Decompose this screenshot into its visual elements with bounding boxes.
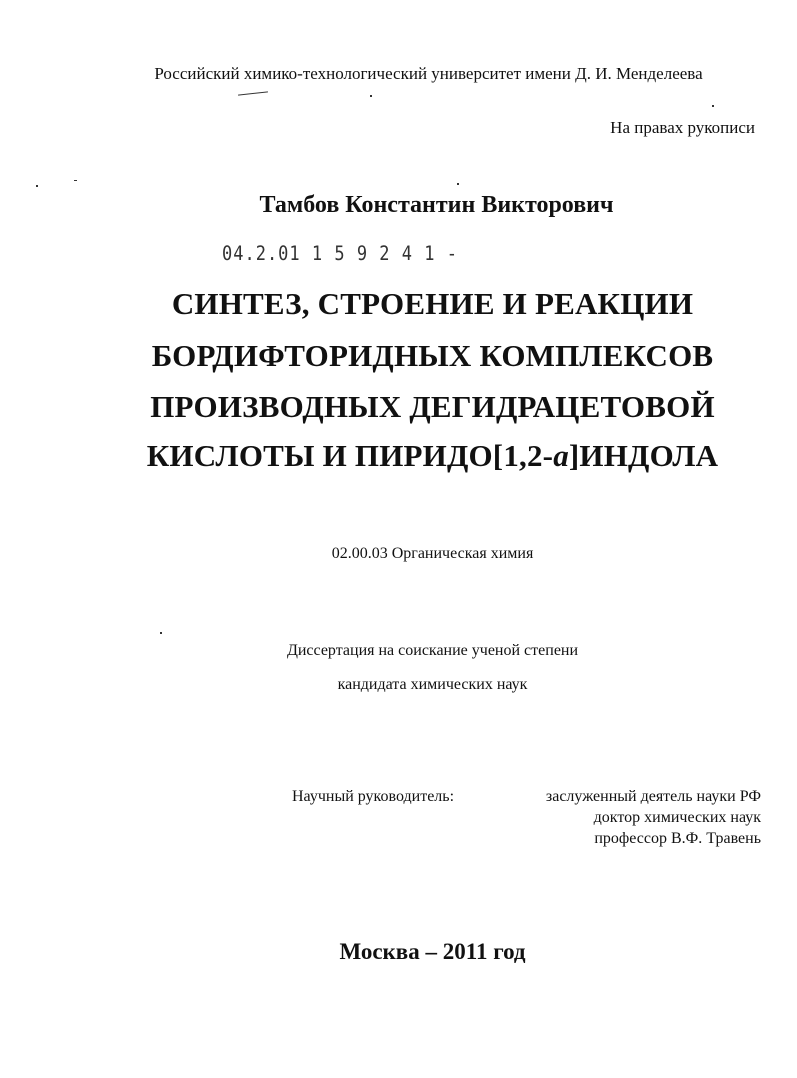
scan-mark: [238, 91, 268, 95]
title-line-2: БОРДИФТОРИДНЫХ КОМПЛЕКСОВ: [151, 338, 714, 373]
title-line-4: [0, 438, 797, 474]
registration-stamp: 04.2.01 1 5 9 2 4 1 -: [222, 242, 458, 266]
scan-dot: [160, 632, 162, 634]
scan-dot: [712, 105, 714, 107]
rights-note: На правах рукописи: [610, 118, 755, 137]
university-name: Российский химико-технологический университет имени Д. И. Менделеева: [154, 64, 703, 83]
author-name: Тамбов Константин Викторович: [259, 192, 614, 218]
title-line-1: СИНТЕЗ, СТРОЕНИЕ И РЕАКЦИИ: [171, 286, 694, 321]
scan-dot: [74, 180, 77, 181]
title-line-4-italic: a: [553, 438, 569, 473]
city-year: Москва – 2011 год: [339, 939, 526, 964]
scan-dot: [36, 185, 38, 187]
supervisor-degree: доктор химических наук: [593, 809, 761, 826]
supervisor-title: заслуженный деятель науки РФ: [545, 788, 761, 805]
title-line-3: ПРОИЗВОДНЫХ ДЕГИДРАЦЕТОВОЙ: [150, 389, 715, 424]
dissertation-line-2: кандидата химических наук: [337, 676, 528, 693]
dissertation-line-1: Диссертация на соискание ученой степени: [286, 642, 579, 659]
title-line-4-start: КИСЛОТЫ И ПИРИДО[1,2-: [146, 438, 554, 473]
supervisor-name: профессор В.Ф. Травень: [594, 830, 761, 847]
title-line-4-end: ]ИНДОЛА: [568, 438, 719, 473]
specialty-code: 02.00.03 Органическая химия: [331, 545, 534, 562]
supervisor-label: Научный руководитель:: [292, 788, 455, 805]
scan-dot: [370, 95, 372, 97]
scan-dot: [457, 183, 459, 185]
